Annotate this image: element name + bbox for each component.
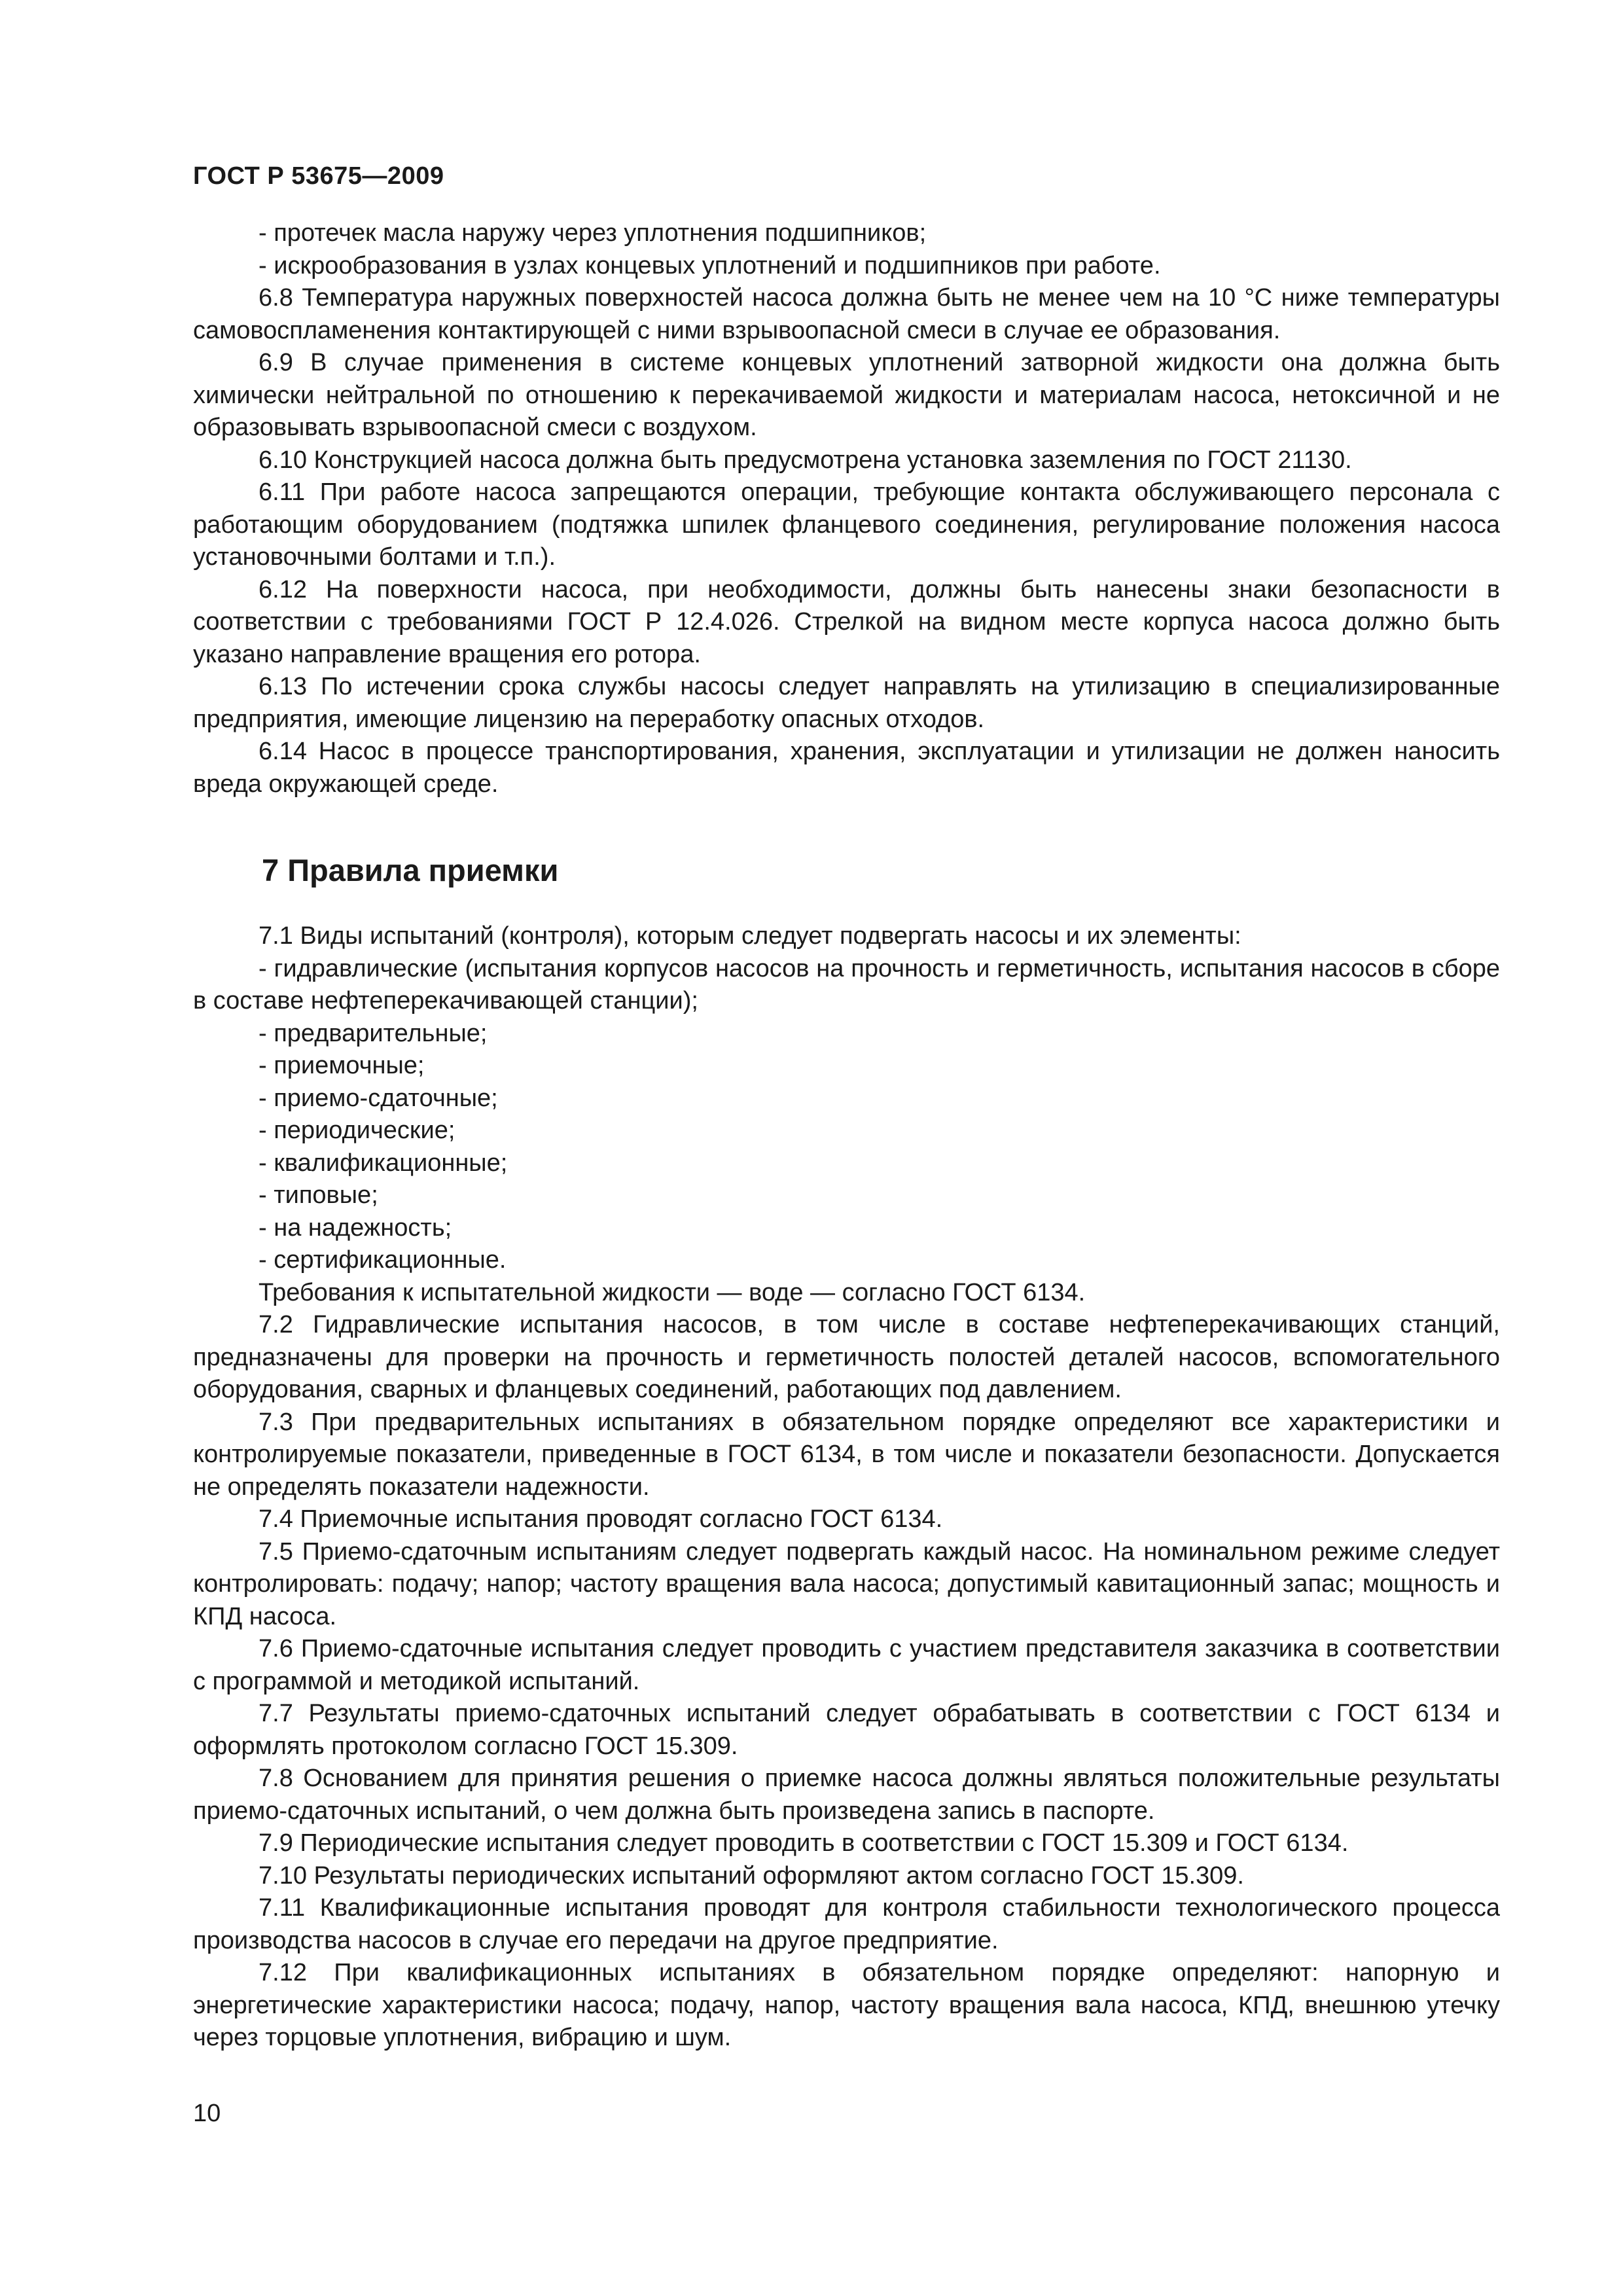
paragraph-7-6: 7.6 Приемо-сдаточные испытания следует проводить с участием представителя заказчика в соответствии с программой и методикой испытаний. <box>193 1635 1500 1695</box>
paragraph-6-11: 6.11 При работе насоса запрещаются операции, требующие контакта обслуживающего персонала с работающим оборудованием (подтяжка шпилек фланцевого соединения, регулирование положения насоса установочными болтами и т.п.). <box>193 478 1500 571</box>
list-item: - квалификационные; <box>259 1149 508 1177</box>
list-item: - протечек масла наружу через уплотнения подшипников; <box>259 219 927 247</box>
paragraph-6-8: 6.8 Температура наружных поверхностей насоса должна быть не менее чем на 10 °С ниже температуры самовоспламенения контактирующей с ними взрывоопасной смеси в случае ее образования. <box>193 284 1500 344</box>
paragraph-7-7: 7.7 Результаты приемо-сдаточных испытаний следует обрабатывать в соответствии с ГОСТ 6134 и оформлять протоколом согласно ГОСТ 15.309. <box>193 1700 1500 1760</box>
paragraph-7-12: 7.12 При квалификационных испытаниях в обязательном порядке определяют: напорную и энергетические характеристики насоса; подачу, напор, частоту вращения вала насоса, КПД, внешнюю утечку через торцовые уплотнения, вибрацию и шум. <box>193 1959 1500 2051</box>
section-7-body <box>193 920 1500 2054</box>
paragraph-7-10: 7.10 Результаты периодических испытаний оформляют актом согласно ГОСТ 15.309. <box>259 1861 1244 1890</box>
list-item: - предварительные; <box>259 1019 488 1047</box>
paragraph-6-13: 6.13 По истечении срока службы насосы следует направлять на утилизацию в специализированные предприятия, имеющие лицензию на переработку опасных отходов. <box>193 673 1500 733</box>
list-item: - на надежность; <box>259 1213 452 1242</box>
list-item: - сертификационные. <box>259 1246 507 1274</box>
paragraph-7-3: 7.3 При предварительных испытаниях в обязательном порядке определяют все характеристики и контролируемые показатели, приведенные в ГОСТ 6134, в том числе и показатели безопасности. Допускается не определять показатели надежности. <box>193 1408 1500 1501</box>
list-item: - приемочные; <box>259 1052 425 1079</box>
paragraph-7-9: 7.9 Периодические испытания следует проводить в соответствии с ГОСТ 15.309 и ГОСТ 6134. <box>259 1829 1349 1857</box>
section-7-heading: 7 Правила приемки <box>262 853 559 888</box>
list-item: - искрообразования в узлах концевых уплотнений и подшипников при работе. <box>259 251 1161 279</box>
paragraph-7-5: 7.5 Приемо-сдаточным испытаниям следует подвергать каждый насос. На номинальном режиме следует контролировать: подачу; напор; частоту вращения вала насоса; допустимый кавитационный запас; мощность и КПД насоса. <box>193 1537 1500 1630</box>
paragraph-6-12: 6.12 На поверхности насоса, при необходимости, должны быть нанесены знаки безопасности в соответствии с требованиями ГОСТ Р 12.4.026. Стрелкой на видном месте корпуса насоса должно быть указано направление вращения его ротора. <box>193 575 1500 668</box>
list-item: - периодические; <box>259 1117 455 1144</box>
paragraph-7-1: 7.1 Виды испытаний (контроля), которым следует подвергать насосы и их элементы: <box>259 922 1241 950</box>
test-fluid-note: Требования к испытательной жидкости — воде — согласно ГОСТ 6134. <box>259 1278 1086 1306</box>
list-item: - типовые; <box>259 1181 378 1209</box>
page-number: 10 <box>193 2100 221 2127</box>
paragraph-6-14: 6.14 Насос в процессе транспортирования, хранения, эксплуатации и утилизации не должен наносить вреда окружающей среде. <box>193 738 1500 798</box>
paragraph-6-9: 6.9 В случае применения в системе концевых уплотнений затворной жидкости она должна быть химически нейтральной по отношению к перекачиваемой жидкости и материалам насоса, нетоксичной и не образовывать взрывоопасной смеси с воздухом. <box>193 349 1500 441</box>
document-header: ГОСТ Р 53675—2009 <box>193 162 444 190</box>
paragraph-6-10: 6.10 Конструкцией насоса должна быть предусмотрена установка заземления по ГОСТ 21130. <box>259 446 1352 474</box>
list-item: - гидравлические (испытания корпусов насосов на прочность и герметичность, испытания насосов в сборе в составе нефтеперекачивающей станции); <box>193 954 1500 1014</box>
paragraph-7-4: 7.4 Приемочные испытания проводят согласно ГОСТ 6134. <box>259 1505 943 1533</box>
list-item: - приемо-сдаточные; <box>259 1084 498 1112</box>
paragraph-7-2: 7.2 Гидравлические испытания насосов, в том числе в составе нефтеперекачивающих станций, предназначены для проверки на прочность и герметичность полостей деталей насосов, вспомогательного оборудования, сварных и фланцевых соединений, работающих под давлением. <box>193 1311 1500 1403</box>
section-6-continuation <box>193 217 1500 800</box>
paragraph-7-8: 7.8 Основанием для принятия решения о приемке насоса должны являться положительные результаты приемо-сдаточных испытаний, о чем должна быть произведена запись в паспорте. <box>193 1765 1500 1825</box>
paragraph-7-11: 7.11 Квалификационные испытания проводят для контроля стабильности технологического процесса производства насосов в случае его передачи на другое предприятие. <box>193 1894 1500 1954</box>
